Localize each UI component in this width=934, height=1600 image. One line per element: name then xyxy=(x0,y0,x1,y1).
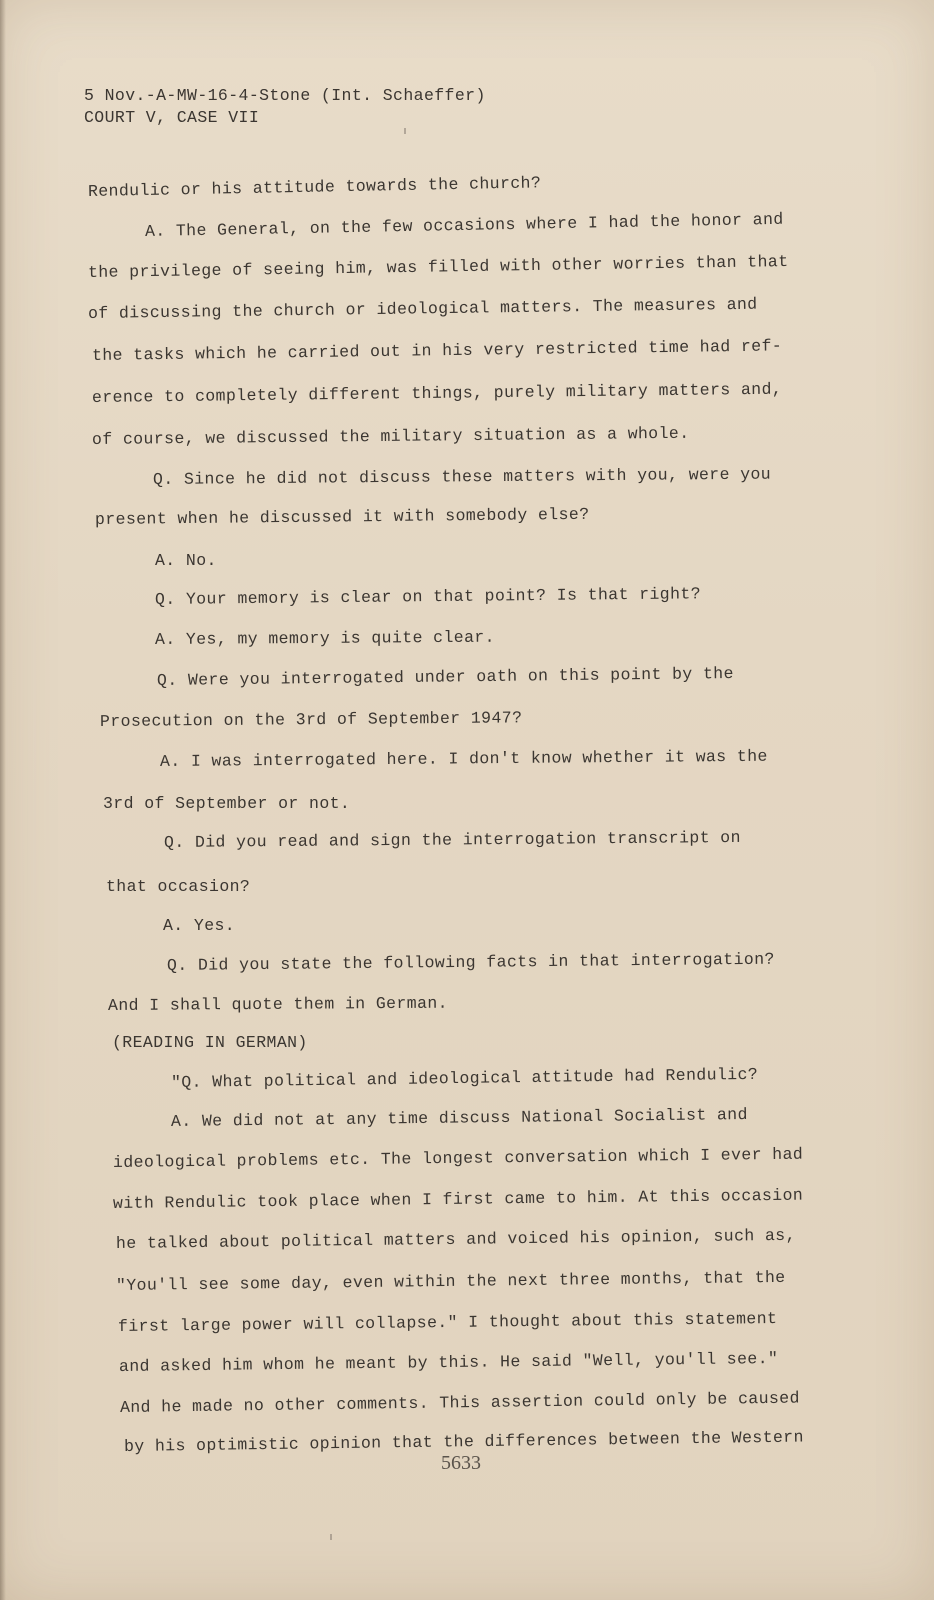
body-line-25: ideological problems etc. The longest conversation which I ever had xyxy=(112,1144,804,1172)
body-line-23: "Q. What political and ideological attitude had Rendulic? xyxy=(170,1064,759,1092)
body-line-26: with Rendulic took place when I first came to him. At this occasion xyxy=(112,1185,804,1213)
header-line-1: 5 Nov.-A-MW-16-4-Stone (Int. Schaeffer) xyxy=(84,86,486,105)
body-line-15: A. I was interrogated here. I don't know whether it was the xyxy=(159,746,768,771)
body-line-3: the privilege of seeing him, was filled with other worries than that xyxy=(87,251,789,282)
body-line-17: Q. Did you read and sign the interrogation transcript on xyxy=(163,827,741,852)
body-line-4: of discussing the church or ideological matters. The measures and xyxy=(87,294,758,323)
body-line-31: And he made no other comments. This assertion could only be caused xyxy=(119,1388,800,1417)
body-line-16: 3rd of September or not. xyxy=(103,794,351,813)
body-line-1: Rendulic or his attitude towards the church? xyxy=(87,173,542,201)
body-line-32: by his optimistic opinion that the differences between the Western xyxy=(123,1427,804,1456)
body-line-5: the tasks which he carried out in his very restricted time had ref- xyxy=(91,336,783,365)
body-line-22: (READING IN GERMAN) xyxy=(112,1033,308,1052)
body-line-6: erence to completely different things, purely military matters and, xyxy=(91,379,783,407)
body-line-13: Q. Were you interrogated under oath on this point by the xyxy=(156,663,734,690)
body-line-30: and asked him whom he meant by this. He said "Well, you'll see." xyxy=(118,1348,779,1376)
body-line-11: Q. Your memory is clear on that point? Is that right? xyxy=(154,584,702,609)
page-number: 5633 xyxy=(441,1452,481,1474)
body-line-24: A. We did not at any time discuss National Socialist and xyxy=(170,1104,748,1131)
paper-speck xyxy=(404,128,406,134)
page-edge-shadow xyxy=(0,0,6,1600)
body-line-28: "You'll see some day, even within the next three months, that the xyxy=(115,1267,786,1295)
body-line-10: A. No. xyxy=(155,551,217,570)
body-line-7: of course, we discussed the military situation as a whole. xyxy=(91,423,690,449)
body-line-9: present when he discussed it with somebody else? xyxy=(94,504,590,529)
body-line-14: Prosecution on the 3rd of September 1947? xyxy=(99,708,523,731)
body-line-20: Q. Did you state the following facts in that interrogation? xyxy=(166,949,775,975)
body-line-8: Q. Since he did not discuss these matters with you, were you xyxy=(152,464,772,489)
body-line-27: he talked about political matters and voiced his opinion, such as, xyxy=(115,1225,796,1253)
body-line-21: And I shall quote them in German. xyxy=(107,993,449,1015)
body-line-18: that occasion? xyxy=(106,877,251,896)
body-line-2: A. The General, on the few occasions where I had the honor and xyxy=(144,209,784,241)
body-line-12: A. Yes, my memory is quite clear. xyxy=(154,627,496,649)
body-line-29: first large power will collapse." I thought about this statement xyxy=(117,1308,778,1336)
paper-speck xyxy=(330,1534,332,1540)
header-line-2: COURT V, CASE VII xyxy=(84,108,260,127)
body-line-19: A. Yes. xyxy=(163,916,236,935)
